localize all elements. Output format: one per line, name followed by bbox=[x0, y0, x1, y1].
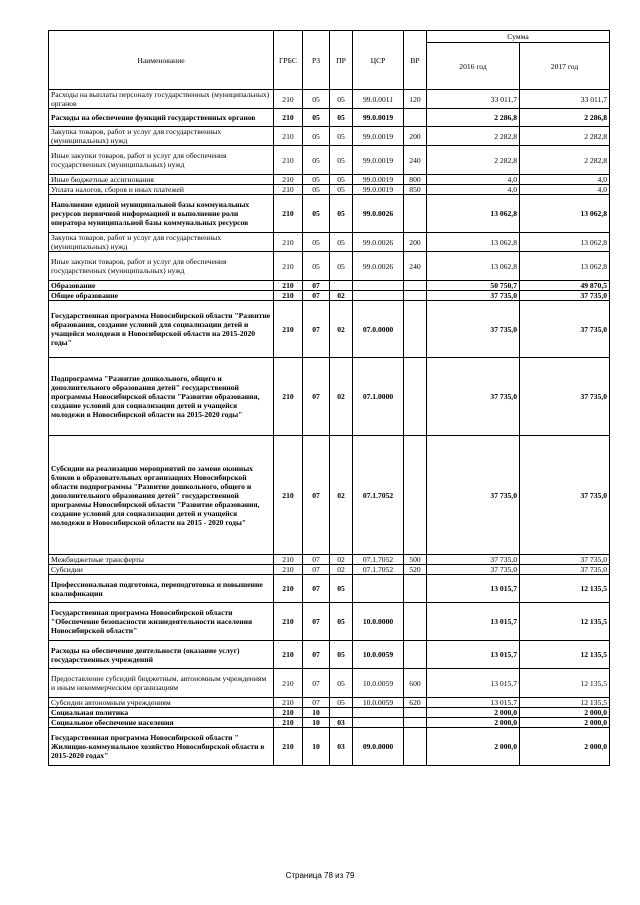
row-grbs: 210 bbox=[274, 728, 303, 766]
row-value-2017: 37 735,0 bbox=[520, 436, 610, 555]
row-rz: 05 bbox=[303, 252, 330, 281]
row-value-2017: 13 062,8 bbox=[520, 233, 610, 252]
row-vr: 800 bbox=[404, 175, 427, 185]
row-value-2016: 13 015,7 bbox=[427, 669, 520, 698]
row-rz: 07 bbox=[303, 358, 330, 436]
row-csr: 10.0.0059 bbox=[353, 669, 404, 698]
row-csr: 07.1.7052 bbox=[353, 565, 404, 575]
row-name: Субсидии bbox=[49, 565, 274, 575]
row-pr: 05 bbox=[330, 575, 353, 603]
row-grbs: 210 bbox=[274, 718, 303, 728]
row-value-2016: 2 286,8 bbox=[427, 109, 520, 127]
row-grbs: 210 bbox=[274, 281, 303, 291]
table-row bbox=[49, 127, 610, 146]
row-value-2017: 2 286,8 bbox=[520, 109, 610, 127]
row-rz: 05 bbox=[303, 195, 330, 233]
row-value-2017: 2 000,0 bbox=[520, 718, 610, 728]
row-rz: 07 bbox=[303, 565, 330, 575]
row-vr: 850 bbox=[404, 185, 427, 195]
row-name: Межбюджетные трансферты bbox=[49, 555, 274, 565]
row-grbs: 210 bbox=[274, 109, 303, 127]
row-vr bbox=[404, 708, 427, 718]
row-vr bbox=[404, 641, 427, 669]
table-row bbox=[49, 698, 610, 708]
row-name: Иные закупки товаров, работ и услуг для обеспечения государственных (муниципальных) нужд bbox=[49, 252, 274, 281]
row-csr: 99.0.0026 bbox=[353, 252, 404, 281]
row-csr: 07.1.7052 bbox=[353, 555, 404, 565]
table-row bbox=[49, 195, 610, 233]
row-name: Образование bbox=[49, 281, 274, 291]
row-vr: 620 bbox=[404, 698, 427, 708]
row-pr: 05 bbox=[330, 146, 353, 175]
row-value-2016: 13 062,8 bbox=[427, 195, 520, 233]
row-name: Субсидии на реализацию мероприятий по замене оконных блоков в образовательных организациях Новосибирской области подпрограммы "Развитие дошкольного, общего и дополнительного образования детей" государственной программы Новосибирской области "Развитие образования, создание условий для социализации детей и учащейся молодежи в Новосибирской области на 2015 - 2020 годы" bbox=[49, 436, 274, 555]
row-name: Социальное обеспечение населения bbox=[49, 718, 274, 728]
row-vr bbox=[404, 436, 427, 555]
row-grbs: 210 bbox=[274, 358, 303, 436]
row-csr bbox=[353, 718, 404, 728]
row-pr: 05 bbox=[330, 90, 353, 109]
row-rz: 07 bbox=[303, 698, 330, 708]
row-value-2017: 2 282,8 bbox=[520, 127, 610, 146]
row-rz: 05 bbox=[303, 146, 330, 175]
table-row bbox=[49, 358, 610, 436]
row-rz: 07 bbox=[303, 291, 330, 301]
row-value-2016: 2 000,0 bbox=[427, 728, 520, 766]
row-grbs: 210 bbox=[274, 175, 303, 185]
table-row bbox=[49, 555, 610, 565]
row-value-2016: 37 735,0 bbox=[427, 291, 520, 301]
row-csr: 99.0.0019 bbox=[353, 175, 404, 185]
row-rz: 07 bbox=[303, 301, 330, 358]
table-row bbox=[49, 669, 610, 698]
row-rz: 10 bbox=[303, 718, 330, 728]
row-grbs: 210 bbox=[274, 708, 303, 718]
row-value-2017: 37 735,0 bbox=[520, 565, 610, 575]
row-value-2016: 13 015,7 bbox=[427, 603, 520, 641]
row-value-2016: 37 735,0 bbox=[427, 301, 520, 358]
row-grbs: 210 bbox=[274, 669, 303, 698]
row-vr: 600 bbox=[404, 669, 427, 698]
row-csr: 99.0.0026 bbox=[353, 233, 404, 252]
row-name: Социальная политика bbox=[49, 708, 274, 718]
row-name: Общее образование bbox=[49, 291, 274, 301]
row-rz: 05 bbox=[303, 175, 330, 185]
row-name: Иные закупки товаров, работ и услуг для обеспечения государственных (муниципальных) нужд bbox=[49, 146, 274, 175]
row-rz: 07 bbox=[303, 436, 330, 555]
row-pr: 05 bbox=[330, 603, 353, 641]
row-pr: 02 bbox=[330, 301, 353, 358]
row-value-2017: 37 735,0 bbox=[520, 301, 610, 358]
row-value-2017: 12 135,5 bbox=[520, 669, 610, 698]
row-rz: 07 bbox=[303, 555, 330, 565]
table-row bbox=[49, 301, 610, 358]
row-rz: 05 bbox=[303, 90, 330, 109]
header-pr: ПР bbox=[330, 31, 353, 90]
row-value-2016: 4,0 bbox=[427, 185, 520, 195]
row-name: Расходы на выплаты персоналу государственных (муниципальных) органов bbox=[49, 90, 274, 109]
row-vr bbox=[404, 718, 427, 728]
row-pr: 02 bbox=[330, 436, 353, 555]
row-pr: 05 bbox=[330, 195, 353, 233]
row-pr: 03 bbox=[330, 718, 353, 728]
row-value-2017: 2 000,0 bbox=[520, 728, 610, 766]
row-value-2017: 13 062,8 bbox=[520, 195, 610, 233]
row-vr: 500 bbox=[404, 555, 427, 565]
row-pr: 02 bbox=[330, 555, 353, 565]
row-csr: 07.1.7052 bbox=[353, 436, 404, 555]
row-grbs: 210 bbox=[274, 436, 303, 555]
row-value-2016: 37 735,0 bbox=[427, 565, 520, 575]
row-value-2016: 13 015,7 bbox=[427, 641, 520, 669]
row-vr: 200 bbox=[404, 127, 427, 146]
row-pr: 03 bbox=[330, 728, 353, 766]
row-rz: 05 bbox=[303, 109, 330, 127]
header-csr: ЦСР bbox=[353, 31, 404, 90]
table-row bbox=[49, 90, 610, 109]
row-rz: 05 bbox=[303, 127, 330, 146]
row-vr bbox=[404, 195, 427, 233]
row-rz: 07 bbox=[303, 281, 330, 291]
row-grbs: 210 bbox=[274, 291, 303, 301]
row-pr: 05 bbox=[330, 233, 353, 252]
row-value-2017: 49 870,5 bbox=[520, 281, 610, 291]
row-value-2017: 37 735,0 bbox=[520, 291, 610, 301]
row-value-2016: 13 015,7 bbox=[427, 698, 520, 708]
row-name: Субсидии автономным учреждениям bbox=[49, 698, 274, 708]
page-number: Страница 78 из 79 bbox=[285, 871, 355, 880]
table-row bbox=[49, 175, 610, 185]
row-grbs: 210 bbox=[274, 185, 303, 195]
row-grbs: 210 bbox=[274, 195, 303, 233]
row-value-2016: 37 735,0 bbox=[427, 436, 520, 555]
row-value-2016: 50 750,7 bbox=[427, 281, 520, 291]
row-rz: 07 bbox=[303, 641, 330, 669]
row-pr: 05 bbox=[330, 127, 353, 146]
row-value-2017: 2 000,0 bbox=[520, 708, 610, 718]
row-rz: 10 bbox=[303, 708, 330, 718]
table-row bbox=[49, 281, 610, 291]
row-grbs: 210 bbox=[274, 146, 303, 175]
row-grbs: 210 bbox=[274, 555, 303, 565]
row-csr: 99.0.0019 bbox=[353, 146, 404, 175]
row-value-2017: 12 135,5 bbox=[520, 603, 610, 641]
row-pr: 05 bbox=[330, 185, 353, 195]
header-name: Наименование bbox=[49, 31, 274, 90]
row-pr: 05 bbox=[330, 641, 353, 669]
row-vr: 200 bbox=[404, 233, 427, 252]
header-vr: ВР bbox=[404, 31, 427, 90]
row-value-2017: 4,0 bbox=[520, 185, 610, 195]
row-value-2016: 37 735,0 bbox=[427, 555, 520, 565]
row-pr: 05 bbox=[330, 175, 353, 185]
row-value-2016: 2 282,8 bbox=[427, 146, 520, 175]
row-rz: 07 bbox=[303, 669, 330, 698]
row-name: Иные бюджетные ассигнования bbox=[49, 175, 274, 185]
row-grbs: 210 bbox=[274, 127, 303, 146]
row-grbs: 210 bbox=[274, 252, 303, 281]
row-rz: 05 bbox=[303, 185, 330, 195]
row-vr: 520 bbox=[404, 565, 427, 575]
header-2016: 2016 год bbox=[427, 43, 520, 90]
row-csr bbox=[353, 291, 404, 301]
row-value-2016: 2 000,0 bbox=[427, 708, 520, 718]
row-csr: 99.0.0026 bbox=[353, 195, 404, 233]
row-value-2017: 37 735,0 bbox=[520, 358, 610, 436]
row-csr: 10.0.0059 bbox=[353, 641, 404, 669]
row-value-2017: 12 135,5 bbox=[520, 641, 610, 669]
row-vr bbox=[404, 281, 427, 291]
row-name: Государственная программа Новосибирской области "Развитие образования, создание условий для социализации детей и учащейся молодежи в Новосибирской области на 2015-2020 годы" bbox=[49, 301, 274, 358]
row-value-2016: 2 000,0 bbox=[427, 718, 520, 728]
row-pr: 02 bbox=[330, 565, 353, 575]
table-row bbox=[49, 603, 610, 641]
row-value-2016: 4,0 bbox=[427, 175, 520, 185]
table-row bbox=[49, 436, 610, 555]
row-pr: 02 bbox=[330, 291, 353, 301]
row-grbs: 210 bbox=[274, 90, 303, 109]
row-vr: 240 bbox=[404, 252, 427, 281]
row-name: Профессиональная подготовка, переподготовка и повышение квалификации bbox=[49, 575, 274, 603]
row-vr: 240 bbox=[404, 146, 427, 175]
table-row bbox=[49, 291, 610, 301]
table-row bbox=[49, 109, 610, 127]
row-rz: 05 bbox=[303, 233, 330, 252]
table-row bbox=[49, 708, 610, 718]
row-grbs: 210 bbox=[274, 233, 303, 252]
row-csr bbox=[353, 708, 404, 718]
row-pr bbox=[330, 281, 353, 291]
row-vr bbox=[404, 603, 427, 641]
budget-table bbox=[48, 30, 610, 766]
row-csr: 99.0.0019 bbox=[353, 127, 404, 146]
table-row bbox=[49, 233, 610, 252]
row-vr bbox=[404, 291, 427, 301]
table-row bbox=[49, 728, 610, 766]
row-grbs: 210 bbox=[274, 301, 303, 358]
header-rz: РЗ bbox=[303, 31, 330, 90]
row-value-2016: 2 282,8 bbox=[427, 127, 520, 146]
row-value-2017: 37 735,0 bbox=[520, 555, 610, 565]
row-csr: 07.0.0000 bbox=[353, 301, 404, 358]
row-name: Закупка товаров, работ и услуг для государственных (муниципальных) нужд bbox=[49, 233, 274, 252]
table-row bbox=[49, 146, 610, 175]
row-vr bbox=[404, 575, 427, 603]
table-row bbox=[49, 252, 610, 281]
table-row bbox=[49, 565, 610, 575]
row-value-2017: 33 011,7 bbox=[520, 90, 610, 109]
row-value-2017: 2 282,8 bbox=[520, 146, 610, 175]
row-csr bbox=[353, 281, 404, 291]
row-pr: 05 bbox=[330, 252, 353, 281]
row-name: Уплата налогов, сборов и иных платежей bbox=[49, 185, 274, 195]
row-value-2016: 13 062,8 bbox=[427, 233, 520, 252]
row-pr: 05 bbox=[330, 109, 353, 127]
row-value-2016: 37 735,0 bbox=[427, 358, 520, 436]
row-pr bbox=[330, 708, 353, 718]
row-value-2017: 4,0 bbox=[520, 175, 610, 185]
row-csr: 10.0.0000 bbox=[353, 603, 404, 641]
row-csr: 07.1.0000 bbox=[353, 358, 404, 436]
row-vr bbox=[404, 728, 427, 766]
row-grbs: 210 bbox=[274, 603, 303, 641]
row-name: Предоставление субсидий бюджетным, автономным учреждениям и иным некоммерческим организациям bbox=[49, 669, 274, 698]
row-vr bbox=[404, 109, 427, 127]
row-name: Расходы на обеспечение деятельности (оказание услуг) государственных учреждений bbox=[49, 641, 274, 669]
row-grbs: 210 bbox=[274, 575, 303, 603]
row-vr bbox=[404, 301, 427, 358]
row-value-2016: 13 062,8 bbox=[427, 252, 520, 281]
row-pr: 05 bbox=[330, 669, 353, 698]
row-name: Государственная программа Новосибирской области " Жилищно-коммунальное хозяйство Новосибирской области в 2015-2020 годах" bbox=[49, 728, 274, 766]
row-value-2017: 12 135,5 bbox=[520, 698, 610, 708]
header-grbs: ГРБС bbox=[274, 31, 303, 90]
row-pr: 02 bbox=[330, 358, 353, 436]
row-csr: 10.0.0059 bbox=[353, 698, 404, 708]
table-row bbox=[49, 641, 610, 669]
row-name: Государственная программа Новосибирской области "Обеспечение безопасности жизнедеятельности населения Новосибирской области" bbox=[49, 603, 274, 641]
row-grbs: 210 bbox=[274, 565, 303, 575]
row-rz: 07 bbox=[303, 575, 330, 603]
table-row bbox=[49, 575, 610, 603]
header-sum: Сумма bbox=[427, 31, 610, 43]
row-value-2016: 13 015,7 bbox=[427, 575, 520, 603]
row-rz: 10 bbox=[303, 728, 330, 766]
header-2017: 2017 год bbox=[520, 43, 610, 90]
row-vr: 120 bbox=[404, 90, 427, 109]
table-row bbox=[49, 185, 610, 195]
row-csr: 99.0.0011 bbox=[353, 90, 404, 109]
table-row bbox=[49, 718, 610, 728]
row-value-2017: 12 135,5 bbox=[520, 575, 610, 603]
row-name: Наполнение единой муниципальной базы коммунальных ресурсов первичной информацией и выполнение роли оператора муниципальной базы коммунальных ресурсов bbox=[49, 195, 274, 233]
row-name: Подпрограмма "Развитие дошкольного, общего и дополнительного образования детей" государственной программы Новосибирской области "Развитие образования, создание условий для социализации детей и учащейся молодежи в Новосибирской области на 2015-2020 годы" bbox=[49, 358, 274, 436]
row-vr bbox=[404, 358, 427, 436]
row-rz: 07 bbox=[303, 603, 330, 641]
row-csr bbox=[353, 575, 404, 603]
row-csr: 99.0.0019 bbox=[353, 185, 404, 195]
row-value-2016: 33 011,7 bbox=[427, 90, 520, 109]
row-pr: 05 bbox=[330, 698, 353, 708]
table-body bbox=[49, 90, 610, 766]
row-value-2017: 13 062,8 bbox=[520, 252, 610, 281]
row-name: Закупка товаров, работ и услуг для государственных (муниципальных) нужд bbox=[49, 127, 274, 146]
row-csr: 99.0.0019 bbox=[353, 109, 404, 127]
row-csr: 09.0.0000 bbox=[353, 728, 404, 766]
row-grbs: 210 bbox=[274, 698, 303, 708]
row-grbs: 210 bbox=[274, 641, 303, 669]
row-name: Расходы на обеспечение функций государственных органов bbox=[49, 109, 274, 127]
